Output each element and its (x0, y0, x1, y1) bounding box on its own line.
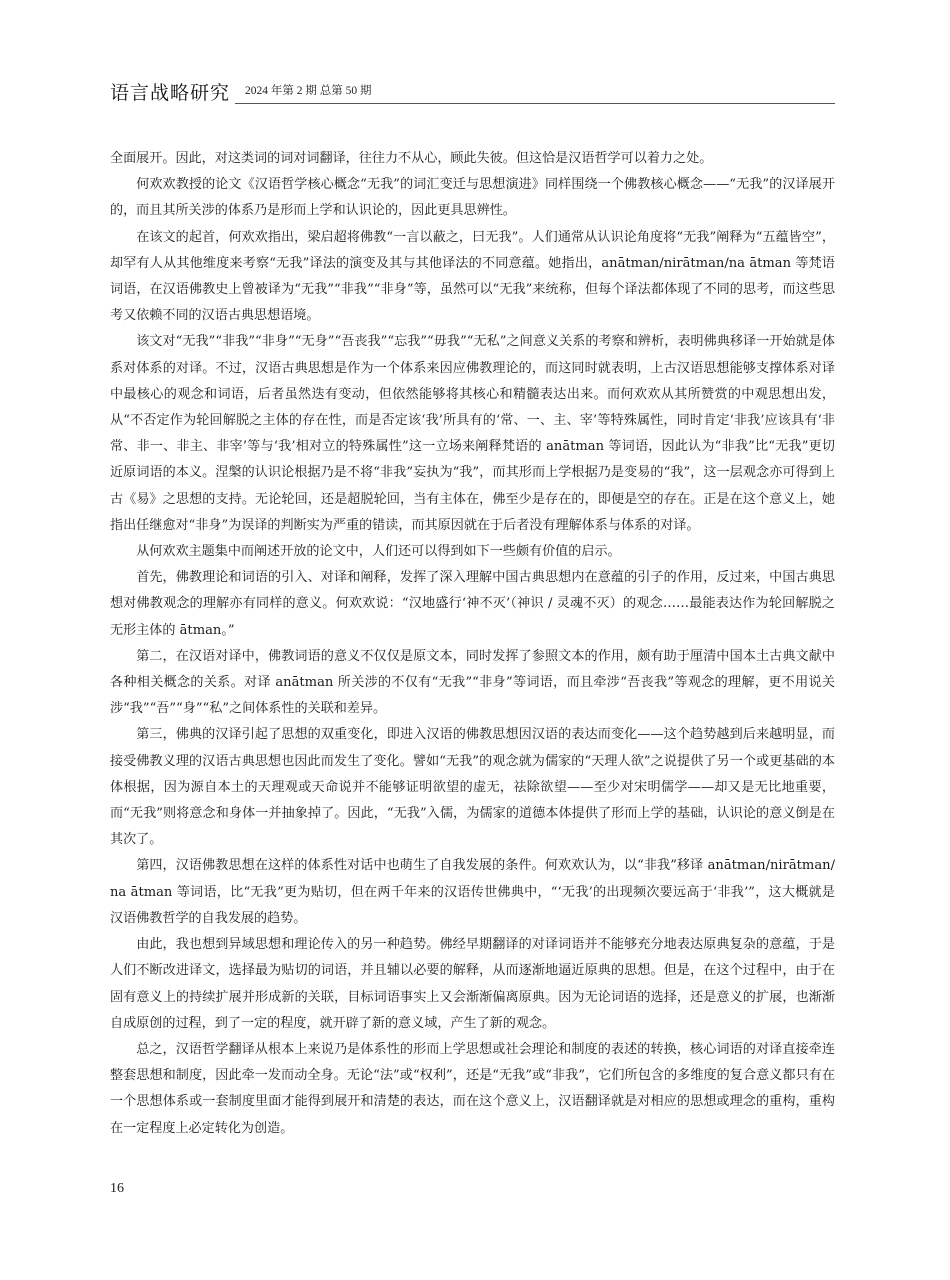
paragraph: 从何欢欢主题集中而阐述开放的论文中，人们还可以得到如下一些颇有价值的启示。 (136, 544, 621, 560)
header-rule (235, 103, 835, 104)
paragraph-continuation: 全面展开。因此，对这类词的词对词翻译，往往力不从心，顾此失彼。但这恰是汉语哲学可以着力之处。 (110, 151, 713, 166)
paragraph: 第四，汉语佛教思想在这样的体系性对话中也萌生了自我发展的条件。何欢欢认为，以“非我”移译 anātman/nirātman/na ātman 等词语，比“无我”更为贴切，但在两千年来的汉语传世佛典中，“‘无我’的出现频次要远高于‘非我’”，这大概就是汉语佛教哲学的自我发展的趋势。 (110, 858, 835, 926)
paragraph: 总之，汉语哲学翻译从根本上来说乃是体系性的形而上学思想或社会理论和制度的表述的转换，核心词语的对译直接牵连整套思想和制度，因此牵一发而动全身。无论“法”或“权利”，还是“无我”或“非我”，它们所包含的多维度的复合意义都只有在一个思想体系或一套制度里面才能得到展开和清楚的表达，而在这个意义上，汉语翻译就是对相应的思想或理念的重构，重构在一定程度上必定转化为创造。 (110, 1041, 835, 1136)
page-number: 16 (110, 1181, 124, 1196)
paragraph: 第三，佛典的汉译引起了思想的双重变化，即进入汉语的佛教思想因汉语的表达而变化——这个趋势越到后来越明显，而接受佛教义理的汉语古典思想也因此而发生了变化。譬如“无我”的观念就为儒家的“天理人欲”之说提供了另一个或更基础的本体根据，因为源自本土的天理观或天命说并不能够证明欲望的虚无，祛除欲望——至少对宋明儒学——却又是无比地重要，而“无我”则将意念和身体一并抽象掉了。因此，“无我”入儒，为儒家的道德本体提供了形而上学的基础，认识论的意义倒是在其次了。 (110, 727, 835, 848)
paragraph: 在该文的起首，何欢欢指出，梁启超将佛教“一言以蔽之，曰无我”。人们通常从认识论角度将“无我”阐释为“五蕴皆空”，却罕有人从其他维度来考察“无我”译法的演变及其与其他译法的不同意蕴。她指出，anātman/nirātman/na ātman 等梵语词语，在汉语佛教史上曾被译为“无我”“非我”“非身”等，虽然可以“无我”来统称，但每个译法都体现了不同的思考，而这些思考又依赖不同的汉语古典思想语境。 (110, 229, 835, 324)
article-body (110, 146, 835, 1142)
paragraph: 该文对“无我”“非我”“非身”“无身”“吾丧我”“忘我”“毋我”“无私”之间意义关系的考察和辨析，表明佛典移译一开始就是体系对体系的对译。不过，汉语古典思想是作为一个体系来因应佛教理论的，而这同时就表明，上古汉语思想能够支撑体系对译中最核心的观念和词语，后者虽然迭有变动，但依然能够将其核心和精髓表达出来。而何欢欢从其所赞赏的中观思想出发，从“不否定作为轮回解脱之主体的存在性，而是否定该‘我’所具有的‘常、一、主、宰’等特殊属性，同时肯定‘非我’应该具有‘非常、非一、非主、非宰’等与‘我’相对立的特殊属性”这一立场来阐释梵语的 anātman 等词语，因此认为“非我”比“无我”更切近原词语的本义。涅槃的认识论根据乃是不将“非我”妄执为“我”，而其形而上学根据乃是变易的“我”，这一层观念亦可得到上古《易》之思想的支持。无论轮回，还是超脱轮回，当有主体在，佛至少是存在的，即便是空的存在。正是在这个意义上，她指出任继愈对“非身”为误译的判断实为严重的错读，而其原因就在于后者没有理解体系与体系的对译。 (110, 334, 835, 533)
issue-info: 2024 年第 2 期 总第 50 期 (245, 85, 372, 97)
paragraph: 首先，佛教理论和词语的引入、对译和阐释，发挥了深入理解中国古典思想内在意蕴的引子的作用，反过来，中国古典思想对佛教观念的理解亦有同样的意义。何欢欢说：“汉地盛行‘神不灭’（神识 / 灵魂不灭）的观念……最能表达作为轮回解脱之无形主体的 ātman。” (110, 570, 835, 638)
running-header (110, 78, 835, 106)
journal-title: 语言战略研究 (110, 82, 231, 104)
paragraph: 第二，在汉语对译中，佛教词语的意义不仅仅是原文本，同时发挥了参照文本的作用，颇有助于厘清中国本土古典文献中各种相关概念的关系。对译 anātman 所关涉的不仅有“无我”“非身”等词语，而且牵涉“吾丧我”等观念的理解，更不用说关涉“我”“吾”“身”“私”之间体系性的关联和差异。 (110, 648, 835, 717)
paragraph: 何欢欢教授的论文《汉语哲学核心概念“无我”的词汇变迁与思想演进》同样围绕一个佛教核心概念——“无我”的汉译展开的，而且其所关涉的体系乃是形而上学和认识论的，因此更具思辨性。 (110, 177, 835, 219)
paragraph: 由此，我也想到异域思想和理论传入的另一种趋势。佛经早期翻译的对译词语并不能够充分地表达原典复杂的意蕴，于是人们不断改进译文，选择最为贴切的词语，并且辅以必要的解释，从而逐渐地逼近原典的思想。但是，在这个过程中，由于在固有意义上的持续扩展并形成新的关联，目标词语事实上又会渐渐偏离原典。因为无论词语的选择，还是意义的扩展，也渐渐自成原创的过程，到了一定的程度，就开辟了新的意义域，产生了新的观念。 (110, 937, 835, 1031)
